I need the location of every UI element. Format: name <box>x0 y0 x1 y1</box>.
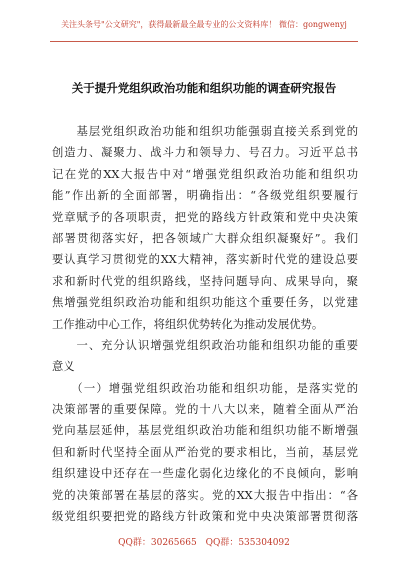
header-banner: 关注头条号"公文研究"，获得最新最全最专业的公文资料库！ 微信：gongwenyj <box>61 20 347 29</box>
body-line: 工作推动中心工作，将组织优势转化为推动发展优势。 <box>52 317 324 331</box>
body-line: （一）增强党组织政治功能和组织功能，是落实党的 <box>52 381 358 395</box>
footer-qq-group-2: QQ群：535304092 <box>205 538 290 548</box>
body-line: 党向基层延伸，基层党组织政治功能和组织功能不断增强 <box>52 424 358 438</box>
body-line: 焦增强党组织政治功能和组织功能这个重要任务，以党建 <box>52 296 358 310</box>
footer-qq-group-1: QQ群：30265665 <box>118 538 197 548</box>
body-line: 级党组织要把党的路线方针政策和党中央决策部署贯彻落 <box>52 510 358 524</box>
footer-contact <box>0 537 408 549</box>
section-heading-line: 一、充分认识增强党组织政治功能和组织功能的重要 <box>52 338 358 352</box>
body-line: 部署贯彻落实好，把各领域广大群众组织凝聚好”。我们 <box>52 231 358 245</box>
body-line: 求和新时代党的组织路线，坚持问题导向、成果导向，聚 <box>52 274 358 288</box>
body-line: 决策部署的重要保障。党的十八大以来，随着全面从严治 <box>52 403 358 417</box>
body-line: 但和新时代坚持全面从严治党的要求相比，当前，基层党 <box>52 445 358 459</box>
header-divider <box>50 41 358 42</box>
document-title: 关于提升党组织政治功能和组织功能的调查研究报告 <box>71 81 337 95</box>
body-line: 要认真学习贯彻党的XX大精神，落实新时代党的建设总要 <box>52 253 358 267</box>
body-line: 基层党组织政治功能和组织功能强弱直接关系到党的 <box>52 125 358 138</box>
body-line: 记在党的XX大报告中对“增强党组织政治功能和组织功 <box>52 167 358 181</box>
body-line: 党章赋予的各项职责，把党的路线方针政策和党中央决策 <box>52 210 358 224</box>
body-line: 党的决策部署在基层的落实。党的XX大报告中指出：“各 <box>52 488 358 502</box>
section-heading-line: 意义 <box>52 360 75 374</box>
body-line: 能”作出新的全面部署，明确指出：“各级党组织要履行 <box>52 189 358 203</box>
body-line: 组织建设中还存在一些虚化弱化边缘化的不良倾向，影响 <box>52 467 358 481</box>
body-line: 创造力、凝聚力、战斗力和领导力、号召力。习近平总书 <box>52 146 358 160</box>
document-body <box>52 121 358 527</box>
